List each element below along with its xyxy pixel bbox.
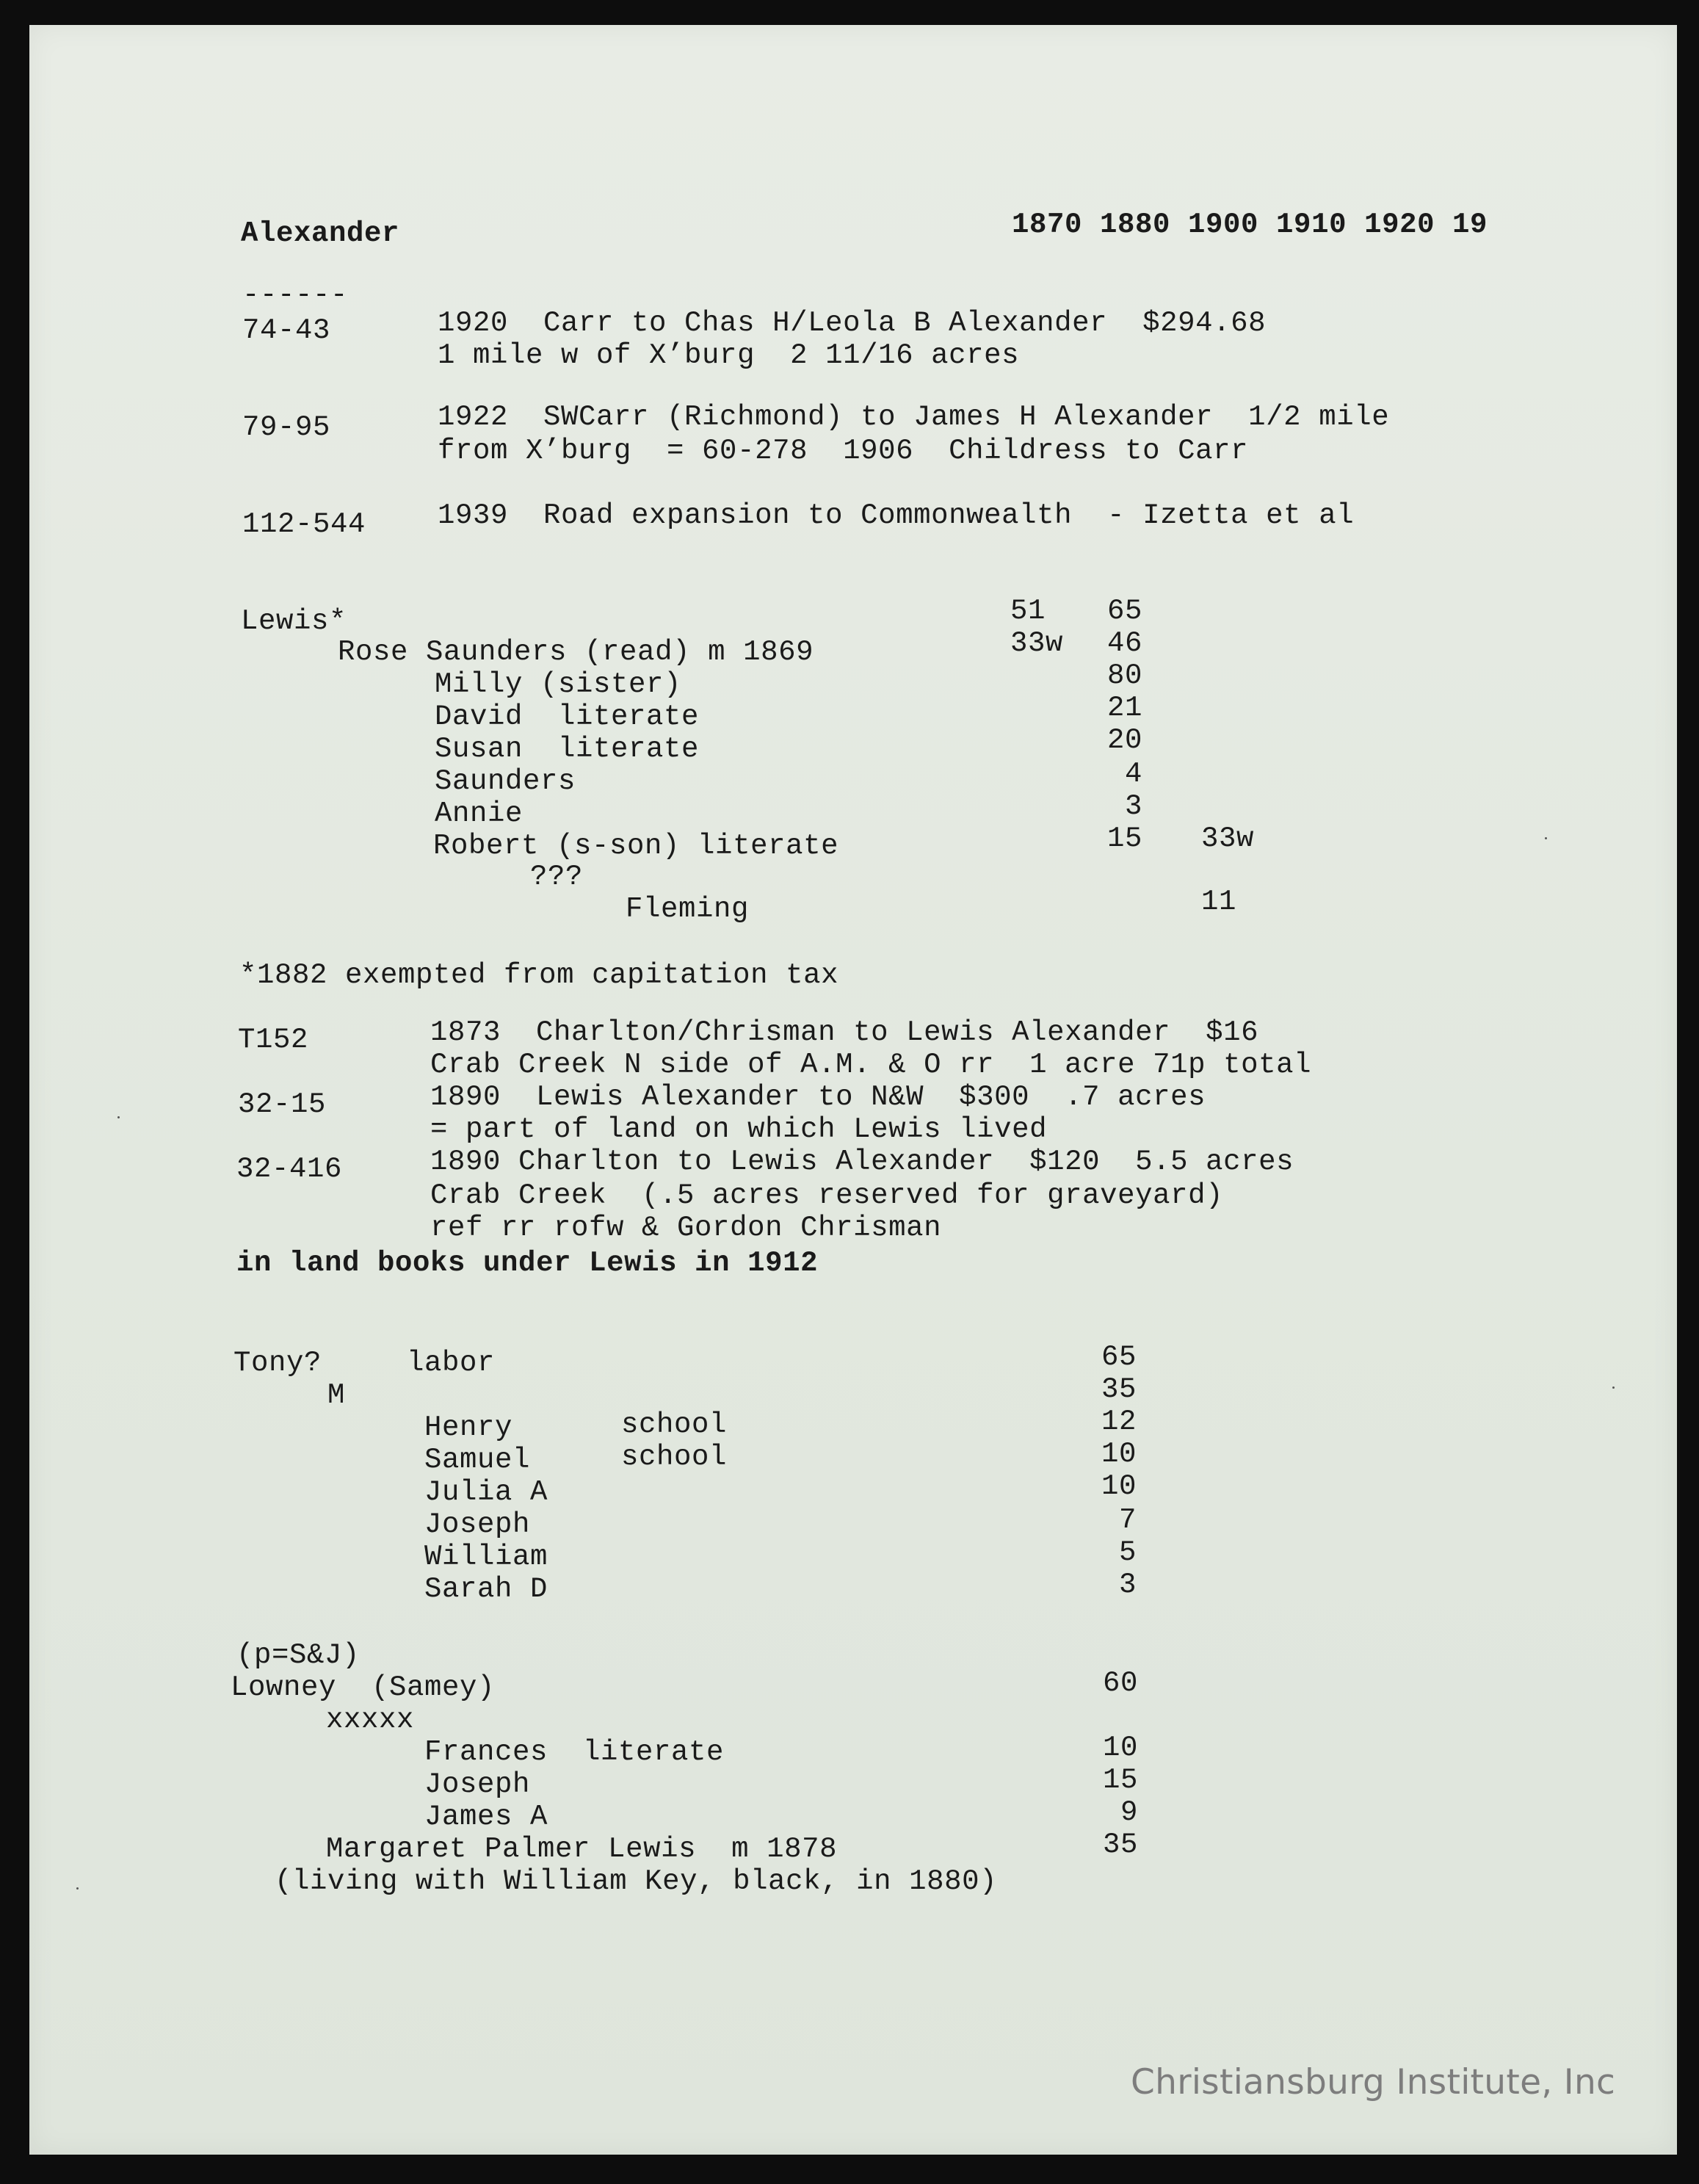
census-1880-value: 15: [1107, 822, 1143, 855]
household-member: David literate: [435, 701, 700, 733]
census-1880-value: 4: [1125, 758, 1143, 790]
household-spouse: Rose Saunders (read) m 1869: [338, 636, 814, 668]
unknown-marker: ???: [530, 861, 584, 893]
section-divider: ------: [242, 279, 349, 311]
household-member: Margaret Palmer Lewis m 1878: [326, 1833, 838, 1865]
deed-line: 1 mile w of X’burg 2 11/16 acres: [438, 339, 1020, 372]
household-note: (living with William Key, black, in 1880): [275, 1865, 998, 1898]
age-value: 10: [1101, 1438, 1137, 1470]
age-value: 35: [1101, 1373, 1137, 1406]
age-value: 65: [1101, 1341, 1137, 1373]
footnote: *1882 exempted from capitation tax: [239, 959, 839, 991]
household-member: Joseph: [424, 1508, 531, 1541]
household-member: Sarah D: [424, 1573, 548, 1605]
member-note: school: [621, 1409, 728, 1441]
deed-line: 1920 Carr to Chas H/Leola B Alexander $294.68: [438, 307, 1267, 339]
deed-line: 1873 Charlton/Chrisman to Lewis Alexander $16: [430, 1016, 1259, 1049]
household-member: Joseph: [424, 1768, 531, 1801]
census-1870-value: 33w: [1010, 627, 1064, 659]
census-1880-value: 21: [1107, 692, 1143, 724]
household-member: Julia A: [424, 1476, 548, 1508]
paper-speck: [117, 1116, 120, 1118]
household-head: Lowney (Samey): [231, 1671, 496, 1704]
deed-ref: 112-544: [242, 508, 366, 540]
household-member: Annie: [435, 798, 524, 830]
household-note: (p=S&J): [236, 1639, 361, 1671]
census-1880-value: 20: [1107, 724, 1143, 756]
land-books-note: in land books under Lewis in 1912: [236, 1247, 819, 1279]
paper-speck: [76, 1887, 79, 1890]
occupation: labor: [407, 1347, 496, 1379]
age-value: 7: [1119, 1504, 1137, 1536]
census-1900-value: 11: [1201, 886, 1237, 918]
household-member: Samuel: [424, 1444, 531, 1476]
household-member: Milly (sister): [435, 668, 682, 701]
census-1880-value: 80: [1107, 659, 1143, 692]
census-1880-value: 65: [1107, 595, 1143, 627]
census-1870-value: 51: [1010, 595, 1046, 627]
census-1900-value: 33w: [1201, 822, 1255, 855]
household-spouse: xxxxx: [326, 1704, 415, 1736]
age-value: 35: [1103, 1829, 1139, 1861]
household-member: Henry: [424, 1411, 513, 1444]
household-member: Frances literate: [424, 1736, 725, 1768]
census-1880-value: 46: [1107, 627, 1143, 659]
deed-line: from X’burg = 60-278 1906 Childress to Carr: [438, 435, 1249, 467]
household-head: Tony?: [233, 1347, 322, 1379]
deed-ref: 79-95: [242, 411, 331, 444]
age-value: 12: [1101, 1406, 1137, 1438]
deed-ref: T152: [238, 1024, 309, 1056]
household-member: Susan literate: [435, 733, 700, 765]
census-years-header: 1870 1880 1900 1910 1920: [1012, 209, 1435, 241]
paper-speck: [1612, 1386, 1615, 1389]
age-value: 3: [1119, 1569, 1137, 1601]
deed-line: 1890 Lewis Alexander to N&W $300 .7 acres: [430, 1081, 1206, 1113]
deed-ref: 32-416: [236, 1153, 343, 1185]
deed-line: = part of land on which Lewis lived: [430, 1113, 1048, 1146]
deed-line: 1939 Road expansion to Commonwealth - Izetta et al: [438, 499, 1355, 532]
household-spouse: M: [327, 1379, 346, 1411]
age-value: 15: [1103, 1764, 1139, 1796]
watermark-text: Christiansburg Institute, Inc: [1131, 2062, 1616, 2102]
household-member: William: [424, 1541, 548, 1573]
census-years-overstrike: 19: [1452, 209, 1488, 241]
age-value: 9: [1120, 1796, 1139, 1829]
deed-line: Crab Creek N side of A.M. & O rr 1 acre 71p total: [430, 1049, 1312, 1081]
census-1880-value: 3: [1125, 790, 1143, 822]
age-value: 5: [1119, 1536, 1137, 1569]
deed-line: 1922 SWCarr (Richmond) to James H Alexander 1/2 mile: [438, 401, 1390, 433]
age-value: 60: [1103, 1667, 1139, 1699]
surname-heading: Alexander: [241, 217, 400, 250]
paper-speck: [1545, 837, 1547, 839]
household-member: Saunders: [435, 765, 576, 798]
member-note: school: [621, 1441, 728, 1473]
age-value: 10: [1101, 1470, 1137, 1503]
household-member: Robert (s-son) literate: [433, 830, 839, 862]
household-member: James A: [424, 1801, 548, 1833]
deed-ref: 32-15: [238, 1088, 327, 1121]
deed-line: Crab Creek (.5 acres reserved for graveyard): [430, 1179, 1224, 1212]
deed-ref: 74-43: [242, 314, 331, 347]
deed-line: 1890 Charlton to Lewis Alexander $120 5.5 acres: [430, 1146, 1294, 1178]
household-head: Lewis*: [241, 605, 347, 637]
household-member: Fleming: [626, 893, 750, 925]
age-value: 10: [1103, 1732, 1139, 1764]
deed-line: ref rr rofw & Gordon Chrisman: [430, 1212, 942, 1244]
